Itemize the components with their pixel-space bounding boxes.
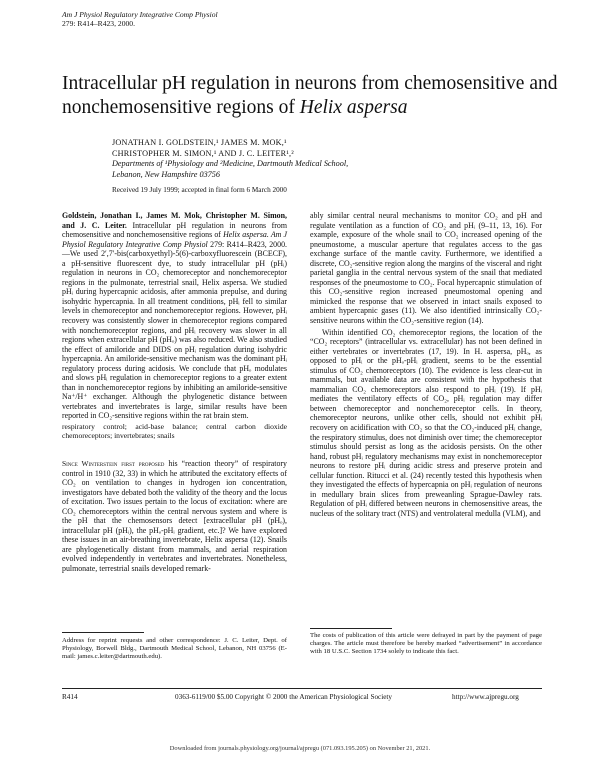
- abstract-citation: Am J Physiol Regulatory Integrative Comp Physiol: [62, 230, 287, 249]
- abstract-title: Intracellular pH regulation in neurons from chemosensitive and nonchemosensitive regions of: [62, 220, 287, 240]
- download-notice: Downloaded from journals.physiology.org/journal/ajpregu (071.093.195.205) on November 21, 2021.: [169, 745, 431, 752]
- footnote-costs: The costs of publication of this article were defrayed in part by the payment of page charges. The article must therefore be hereby marked “advertisement” in accordance with 18 U.S.C. Section 1734 solely to indicate this fact.: [310, 632, 542, 656]
- title-species: Helix aspersa: [299, 97, 408, 118]
- author-block: [112, 138, 532, 180]
- abstract-authors: Goldstein, Jonathan I., James M. Mok, Christopher M. Simon, and J. C. Leiter.: [62, 211, 287, 230]
- introduction: [62, 459, 287, 574]
- title-main: Intracellular pH regulation in neurons from chemosensitive and nonchemosensitive regions of: [62, 73, 558, 118]
- right-column: [310, 211, 542, 519]
- article-title: [62, 72, 562, 120]
- journal-url[interactable]: http://www.ajpregu.org: [452, 693, 519, 701]
- right-paragraph-1: ably similar central neural mechanisms to monitor CO₂ and pH and regulate ventilation as a function of CO₂ and pHᵢ (9–11, 13, 16). For example, exposure of the whole snail to CO₂ increased opening of the pneumostome, a muscular aperture that regulates access to the gas exchange surface of the mantle cavity. Furthermore, we identified a discrete, CO₂-sensitive region along the margins of the visceral and right parietal ganglia in the central nervous system of the snail that mediated responses of the pneumostome to CO₂. Focal hypercapnic stimulation of this CO₂-sensitive region increased pneumostomal opening and mimicked the response that we observed in intact snails exposed to ambient hypercapnic gases (11). We also identified intrinsically CO₂-sensitive neurons within the CO₂-sensitive region (14).: [310, 211, 542, 326]
- intro-body: his “reaction theory” of respiratory control in 1910 (32, 33) in which he attributed the excitatory effects of CO₂ on ventilation to changes in hydrogen ion concentration, investigators have debated both the validity of the theory and the locus of excitation. Two issues pertain to the locus of excitation: where are CO₂ chemoreceptors within the central nervous system and where is the pH that the chemosensors detect [extracellular pH (pHₒ), intracellular pH (pHᵢ), the pHₒ-pHᵢ gradient, etc.]? We have explored these issues in an air-breathing invertebrate, Helix aspersa (12). Snails are phylogenetically distant from mammals, and aerial respiration evolved independently in vertebrates and invertebrates. Nonetheless, pulmonate, terrestrial snails developed remark-: [62, 459, 287, 574]
- intro-lead: Since Winterstein first proposed: [62, 459, 165, 468]
- copyright-line: 0363-6119/00 $5.00 Copyright © 2000 the American Physiological Society: [175, 693, 393, 701]
- footnote-correspondence: Address for reprint requests and other correspondence: J. C. Leiter, Dept. of Physiology, Borwell Bldg., Dartmouth Medical School, Lebanon, NH 03756 (E-mail: james.c.leiter@dartmouth.edu).: [62, 637, 287, 661]
- keywords: respiratory control; acid-base balance; central carbon dioxide chemoreceptors; invertebrates; snails: [62, 422, 287, 441]
- journal-reference: [62, 10, 218, 28]
- affiliation-line-2: Lebanon, New Hampshire 03756: [112, 169, 220, 179]
- footnote-rule-right: [310, 628, 392, 629]
- right-paragraph-2: Within identified CO₂ chemoreceptor regions, the location of the “CO₂ receptors” (intracellular vs. extracellular) has not been defined in either vertebrates or invertebrates (17, 19). In H. aspersa, pHₒ, as opposed to pHᵢ or the pHₒ-pHᵢ gradient, seems to be the essential stimulus of CO₂ chemoreceptors (10). The evidence is less clear-cut in mammals, but available data are consistent with the hypothesis that mammalian CO₂ chemoreceptors also respond to pHᵢ (19). If pHᵢ mediates the ventilatory effects of CO₂, pHᵢ regulation may differ between chemoreceptor and nonchemoreceptor cells. In theory, chemoreceptor neurons, unlike other cells, should not exhibit pHᵢ recovery on acidification with CO₂ so that the CO₂-induced pHᵢ change, the respiratory stimulus, does not diminish over time; the chemoreceptor stimulus should persist as long as the acidosis persists. On the other hand, robust pHᵢ regulatory mechanisms may exist in nonchemoreceptor neurons to restore pHᵢ during acidic stress and preserve protein and cellular function. Ritucci et al. (24) recently tested this hypothesis when they investigated the effects of hypercapnia on pHᵢ regulation of neurons in medullary brain slices from preweanling Sprague-Dawley rats. Regulation of pHᵢ differed between neurons in chemosensitive areas, the nucleus of the solitary tract (NTS) and ventrolateral medulla (VLM), and: [310, 327, 542, 518]
- author-line-2: CHRISTOPHER M. SIMON,¹ AND J. C. LEITER¹,²: [112, 148, 294, 158]
- journal-citation: 279: R414–R423, 2000.: [62, 19, 135, 28]
- footer-rule: [62, 688, 542, 689]
- page-number: R414: [62, 693, 78, 701]
- author-line-1: JONATHAN I. GOLDSTEIN,¹ JAMES M. MOK,¹: [112, 138, 287, 147]
- abstract-species: Helix aspersa.: [223, 230, 269, 240]
- journal-name: Am J Physiol Regulatory Integrative Comp Physiol: [62, 10, 218, 19]
- abstract: [62, 211, 287, 421]
- received-dates: Received 19 July 1999; accepted in final form 6 March 2000: [112, 186, 287, 194]
- affiliation-line-1: Departments of ¹Physiology and ²Medicine, Dartmouth Medical School,: [112, 159, 349, 169]
- footnote-rule-left: [62, 632, 144, 633]
- abstract-body: 279: R414–R423, 2000.—We used 2′,7′-bis(carboxyethyl)-5(6)-carboxyfluorescein (BCECF), a pH-sensitive fluorescent dye, to study intracellular pH (pHᵢ) regulation in neurons in CO₂ chemoreceptor and nonchemoreceptor regions in the pulmonate, terrestrial snail, Helix aspersa. We studied pHᵢ during hypercapnic acidosis, after ammonia prepulse, and during isohydric hypercapnia. In all treatment conditions, pHᵢ fell to similar levels in chemoreceptor and nonchemoreceptor regions. However, pHᵢ recovery was consistently slower in chemoreceptor regions compared with nonchemoreceptor regions, and pHᵢ recovery was slower in all regions when extracellular pH (pHₒ) was also reduced. We also studied the effect of amiloride and DIDS on pHᵢ regulation during isohydric hypercapnia. An amiloride-sensitive mechanism was the dominant pHᵢ regulatory process during acidosis. We conclude that pHₒ modulates and slows pHᵢ regulation in chemoreceptor regions to a greater extent than in nonchemoreceptor regions by inhibiting an amiloride-sensitive Na⁺/H⁺ exchanger. Although the phylogenetic distance between vertebrates and invertebrates is large, similar results have been reported in CO₂-sensitive regions within the rat brain stem.: [62, 239, 287, 421]
